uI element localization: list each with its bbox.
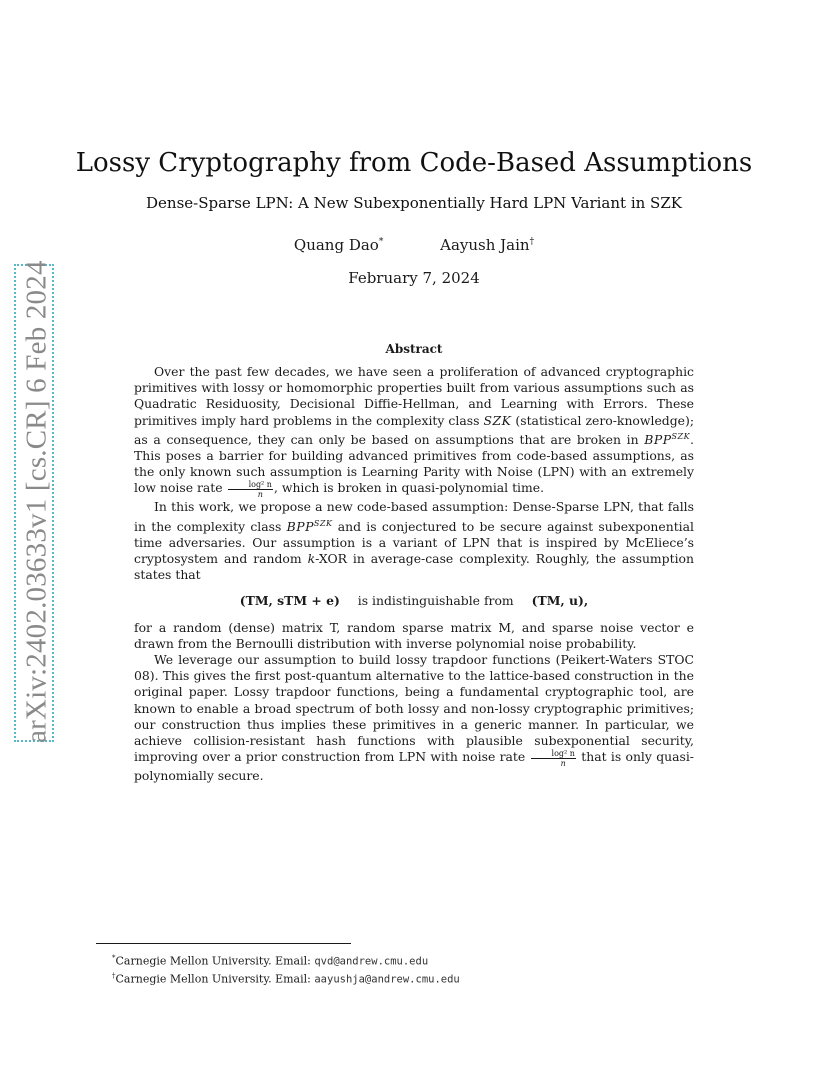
complexity-class-szk-superscript: SZK [313, 518, 333, 528]
variable-k: k [307, 551, 316, 567]
abstract-paragraph-4: We leverage our assumption to build lossy trapdoor functions (Peikert-Waters STOC 08). This gives the first post-quantum alternative to the lattice-based construction in the original paper. Lossy trapdoor functions, being a fundamental cryptographic tool, are known to enable a broad spectrum of both lossy and non-lossy cryptographic primitives; our construction thus implies these primitives in a generic manner. In particular, we achieve collision-resistant hash functions with plausible subexponential security, improving over a prior construction from LPN with noise rate $\frac{\text{log² n}}{n}$ that is only quasi-polynomially secure. [134, 652, 694, 784]
email-link[interactable]: aayushja@andrew.cmu.edu [314, 973, 460, 986]
abstract-paragraph-2: In this work, we propose a new code-based assumption: Dense-Sparse LPN, that falls in the complexity class $BPP^{SZK}$ and is conjectured to be secure against subexponential time adversaries. Our assumption is a variant of LPN that is inspired by McEliece’s cryptosystem and random k-XOR in average-case complexity. Roughly, the assumption states that [134, 499, 694, 583]
equation-middle-text: is indistinguishable from [357, 593, 514, 609]
author-name: Aayush Jain [440, 236, 530, 254]
publication-date: February 7, 2024 [348, 269, 480, 287]
footnote-1: *Carnegie Mellon University. Email: qvd@andrew.cmu.edu [112, 954, 429, 968]
complexity-class-szk: SZK [483, 412, 512, 428]
author-name: Quang Dao [293, 236, 379, 254]
abstract-paragraph-1: Over the past few decades, we have seen a proliferation of advanced cryptographic primitives with lossy or homomorphic properties built from various assumptions such as Quadratic Residuosity, Decisional Diffie-Hellman, and Learning with Errors. These primitives imply hard problems in the complexity class SZK (statistical zero-knowledge); as a consequence, they can only be based on assumptions that are broken in $BPP^{SZK}$. This poses a barrier for building advanced primitives from code-based assumptions, as the only known such assumption is Learning Parity with Noise (LPN) with an extremely low noise rate $\frac{\text{log² n}}{n}$ , which is broken in quasi-polynomial time. [134, 364, 694, 500]
arxiv-identifier: arXiv:2402.03633v1 [cs.CR] 6 Feb 2024 [20, 260, 53, 743]
complexity-class-szk-superscript: SZK [671, 431, 691, 441]
abstract-heading: Abstract [385, 342, 443, 356]
display-equation [134, 593, 694, 609]
author-footnote-mark: † [529, 237, 535, 247]
author-1 [294, 236, 383, 254]
author-footnote-mark: * [378, 237, 384, 247]
noise-rate-fraction: $\frac{\text{log² n}}{n}$ [531, 749, 576, 768]
abstract-paragraph-3: for a random (dense) matrix T, random sparse matrix M, and sparse noise vector e drawn from the Bernoulli distribution with inverse polynomial noise probability. [134, 619, 694, 651]
complexity-class-bpp: BPP [644, 431, 672, 447]
footnote-2: †Carnegie Mellon University. Email: aayushja@andrew.cmu.edu [112, 971, 460, 986]
equation-right: (TM, u), [531, 593, 589, 609]
abstract-body [134, 364, 694, 784]
footnote-divider [96, 943, 351, 944]
noise-rate-fraction: $\frac{\text{log² n}}{n}$ [228, 480, 273, 499]
author-2 [440, 236, 534, 254]
author-list [0, 236, 828, 254]
email-link[interactable]: qvd@andrew.cmu.edu [314, 955, 429, 968]
paper-subtitle: Dense-Sparse LPN: A New Subexponentially Hard LPN Variant in SZK [146, 194, 682, 212]
footnotes [112, 951, 460, 986]
equation-left: (TM, sTM + e) [239, 593, 340, 609]
complexity-class-bpp: BPP [286, 518, 314, 534]
paper-title: Lossy Cryptography from Code-Based Assumptions [75, 148, 753, 178]
